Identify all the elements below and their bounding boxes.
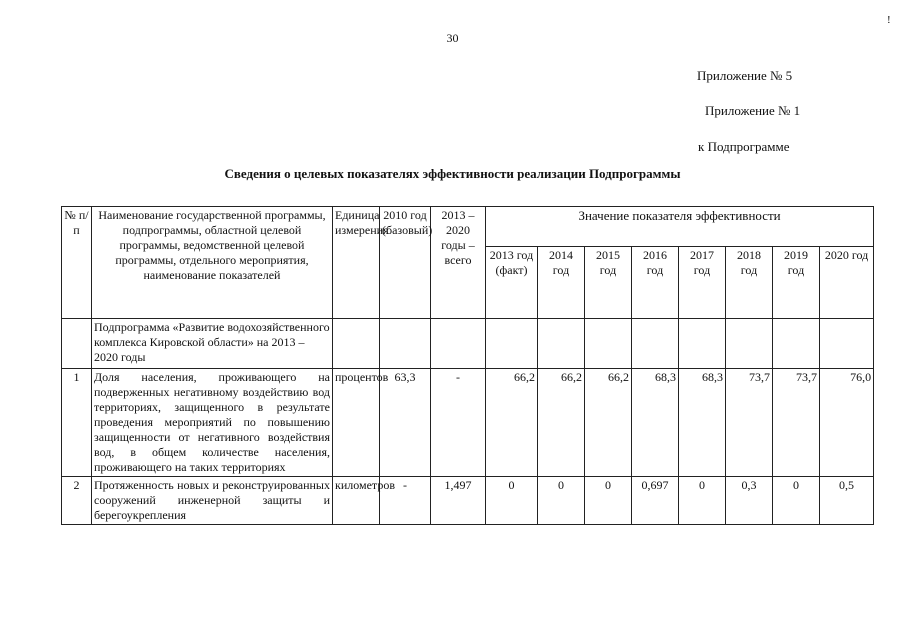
row-value: 0 <box>585 477 632 525</box>
table-cell <box>585 319 632 369</box>
row-value: 0,697 <box>632 477 679 525</box>
row-unit: процентов <box>333 369 380 477</box>
appendix-line-3: к Подпрограмме <box>698 139 790 154</box>
row-value: 66,2 <box>486 369 538 477</box>
row-value: 66,2 <box>538 369 585 477</box>
row-value: 68,3 <box>632 369 679 477</box>
table-row <box>62 369 874 477</box>
table-cell <box>726 319 773 369</box>
table-cell <box>380 319 431 369</box>
table-cell <box>632 319 679 369</box>
document-title: Сведения о целевых показателях эффективности реализации Подпрограммы <box>224 166 681 181</box>
row-total: 1,497 <box>431 477 486 525</box>
table-cell <box>431 319 486 369</box>
row-value: 66,2 <box>585 369 632 477</box>
header-year: 2016 год <box>632 247 679 319</box>
row-base: 63,3 <box>380 369 431 477</box>
row-value: 0 <box>538 477 585 525</box>
header-year: 2013 год (факт) <box>486 247 538 319</box>
row-name: Протяженность новых и реконструированных сооружений инженерной защиты и берегоукрепления <box>92 477 333 525</box>
header-year: 2020 год <box>820 247 874 319</box>
header-year: 2017 год <box>679 247 726 319</box>
page-number: 30 <box>446 31 459 45</box>
table-cell <box>773 319 820 369</box>
appendix-line-1: Приложение № 5 <box>697 68 793 83</box>
stray-mark: ! <box>887 14 891 26</box>
table-cell <box>538 319 585 369</box>
row-value: 76,0 <box>820 369 874 477</box>
subprogram-title: Подпрограмма «Развитие водохозяйственного комплекса Кировской области» на 2013 – 2020 годы <box>92 319 333 369</box>
row-name: Доля населения, проживающего на подверженных негативному воздействию вод территориях, защищенного в результате проведения мероприятий по повышению защищенности от негативного воздействия вод, в общем количестве населения, проживающего на таких территориях <box>92 369 333 477</box>
table-cell <box>679 319 726 369</box>
row-value: 0,5 <box>820 477 874 525</box>
table-cell <box>486 319 538 369</box>
appendix-line-2: Приложение № 1 <box>705 103 801 118</box>
header-year: 2014 год <box>538 247 585 319</box>
header-total: 2013 – 2020 годы – всего <box>431 207 486 319</box>
header-name: Наименование государственной программы, подпрограммы, областной целевой программы, ведомственной целевой программы, отдельного мероприятия, наименование показателей <box>92 207 333 319</box>
row-total: - <box>431 369 486 477</box>
row-value: 0,3 <box>726 477 773 525</box>
header-year: 2018 год <box>726 247 773 319</box>
indicators-table <box>61 206 874 525</box>
row-value: 68,3 <box>679 369 726 477</box>
header-base-2010: 2010 год (базовый) <box>380 207 431 319</box>
table-cell <box>820 319 874 369</box>
table-cell <box>333 319 380 369</box>
header-year: 2015 год <box>585 247 632 319</box>
row-value: 73,7 <box>773 369 820 477</box>
header-num: № п/п <box>62 207 92 319</box>
table-cell <box>62 319 92 369</box>
row-num: 2 <box>62 477 92 525</box>
row-base: - <box>380 477 431 525</box>
row-unit: километров <box>333 477 380 525</box>
header-values-group: Значение показателя эффективности <box>486 207 874 247</box>
row-value: 0 <box>679 477 726 525</box>
row-value: 0 <box>773 477 820 525</box>
header-unit: Единица измерения <box>333 207 380 319</box>
row-num: 1 <box>62 369 92 477</box>
row-value: 73,7 <box>726 369 773 477</box>
row-value: 0 <box>486 477 538 525</box>
subprogram-row <box>62 319 874 369</box>
header-year: 2019 год <box>773 247 820 319</box>
table-row <box>62 477 874 525</box>
header-row-1 <box>62 207 874 247</box>
